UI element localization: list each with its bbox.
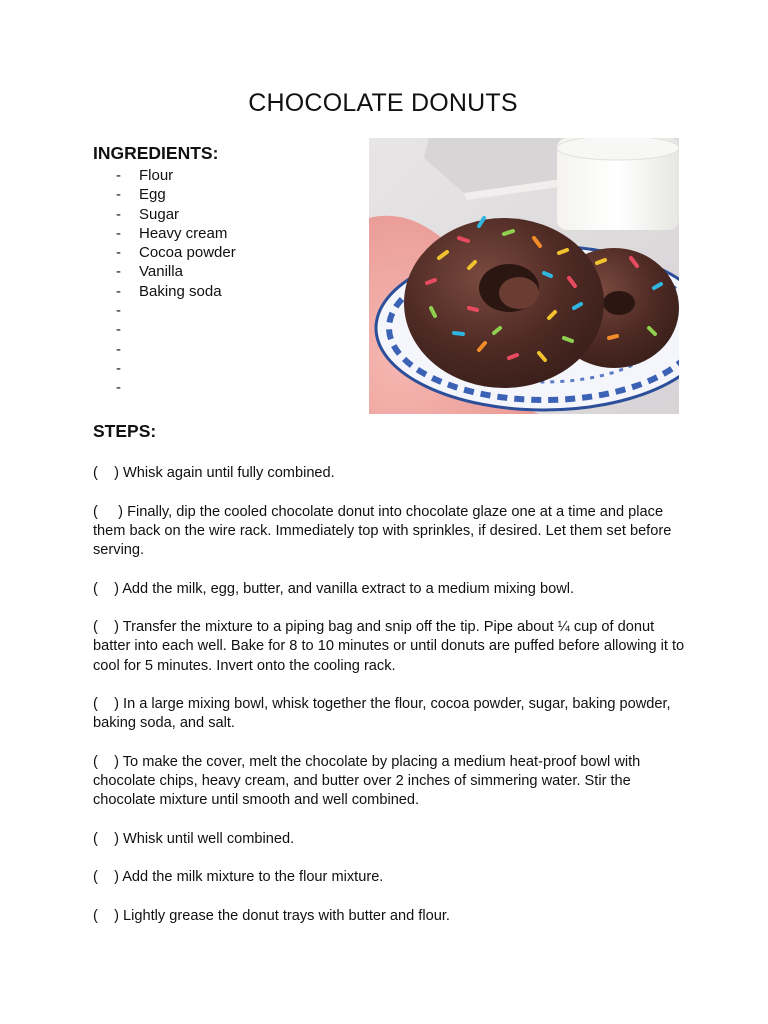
step-checkbox[interactable]: ( ) — [93, 753, 119, 770]
step-checkbox[interactable]: ( ) — [93, 580, 119, 597]
step-checkbox[interactable]: ( ) — [93, 696, 119, 713]
ingredient-name: Vanilla — [139, 263, 183, 281]
step-text: In a large mixing bowl, whisk together the flour, cocoa powder, sugar, baking powder, baking soda, and salt. — [93, 696, 671, 732]
step-checkbox[interactable]: ( ) — [93, 908, 119, 925]
steps-heading: STEPS: — [93, 421, 157, 441]
step-text: Whisk again until fully combined. — [123, 465, 335, 481]
steps-list — [93, 464, 693, 946]
ingredient-name: Sugar — [139, 205, 180, 223]
step-checkbox[interactable]: ( ) — [93, 619, 119, 636]
step-item — [93, 907, 693, 926]
step-checkbox[interactable]: ( ) — [93, 465, 119, 481]
step-item — [93, 868, 693, 887]
list-dash: - — [116, 263, 121, 281]
step-checkbox[interactable]: ( ) — [93, 503, 123, 520]
step-text: Lightly grease the donut trays with butter and flour. — [123, 908, 450, 925]
step-text: Whisk until well combined. — [123, 830, 295, 847]
list-dash: - — [116, 167, 121, 184]
ingredients-heading: INGREDIENTS: — [93, 143, 219, 163]
step-text: Add the milk, egg, butter, and vanilla extract to a medium mixing bowl. — [122, 580, 575, 597]
step-checkbox[interactable]: ( ) — [93, 869, 119, 886]
step-checkbox[interactable]: ( ) — [93, 830, 119, 847]
ingredient-name: Baking soda — [139, 282, 222, 300]
list-dash: - — [116, 340, 121, 358]
step-item — [93, 464, 693, 483]
step-item — [93, 753, 693, 811]
donut-photo — [369, 138, 679, 414]
ingredient-name: Heavy cream — [139, 224, 228, 242]
step-text: Add the milk mixture to the flour mixture. — [122, 869, 384, 886]
ingredient-name: Egg — [139, 186, 166, 204]
step-item — [93, 503, 693, 561]
ingredient-name: Cocoa powder — [139, 244, 236, 262]
step-text: To make the cover, melt the chocolate by placing a medium heat-proof bowl with chocolate chips, heavy cream, and butter over 2 inches of simmering water. Stir the chocolate mixture until smooth and well combined. — [93, 753, 641, 809]
step-text: Transfer the mixture to a piping bag and snip off the tip. Pipe about ¼ cup of donut batter into each well. Bake for 8 to 10 minutes or until donuts are puffed before allowing it to cool for 5 minutes. Invert onto the cooling rack. — [93, 619, 685, 674]
list-dash: - — [116, 205, 121, 223]
list-dash: - — [116, 282, 121, 300]
step-item — [93, 695, 693, 733]
page-title: CHOCOLATE DONUTS — [248, 89, 518, 117]
list-dash: - — [116, 359, 121, 377]
list-dash: - — [116, 224, 121, 242]
step-item — [93, 580, 693, 599]
step-item — [93, 618, 693, 676]
list-dash: - — [116, 244, 121, 262]
step-text: Finally, dip the cooled chocolate donut into chocolate glaze one at a time and place them back on the wire rack. Immediately top with sprinkles, if desired. Let them set before serving. — [93, 503, 672, 558]
list-dash: - — [116, 379, 121, 397]
list-dash: - — [116, 302, 121, 320]
list-dash: - — [116, 321, 121, 339]
list-dash: - — [116, 186, 121, 204]
step-item — [93, 830, 693, 849]
ingredient-name: Flour — [139, 167, 174, 184]
